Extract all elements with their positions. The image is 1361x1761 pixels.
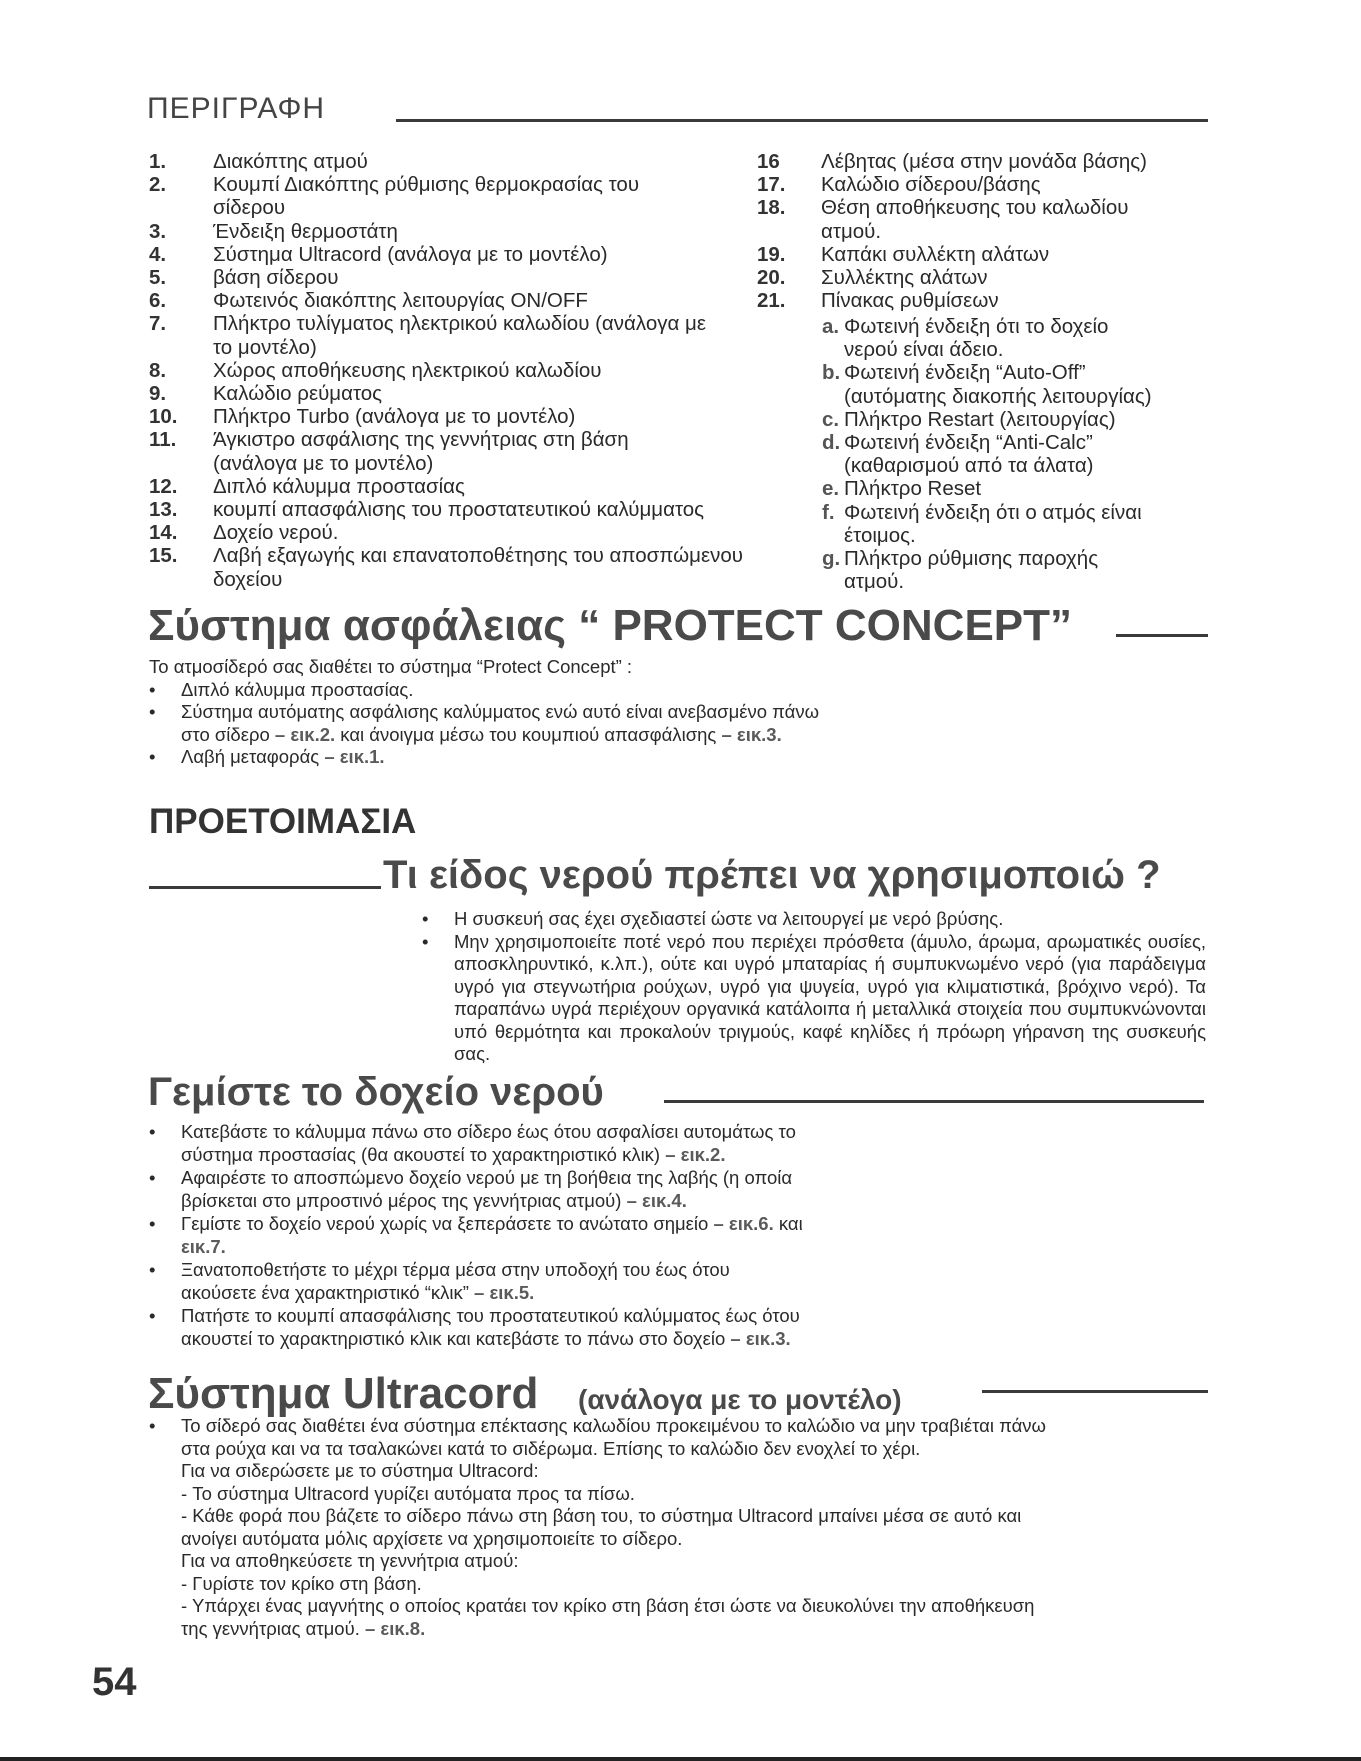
list-item [757,289,1217,312]
bottom-rule [0,1757,1361,1761]
list-item [757,196,1217,242]
item-number: 7. [149,312,167,336]
ultracord-heading: Σύστημα Ultracord [148,1369,539,1418]
description-list-right [757,150,1217,312]
list-item [149,150,749,173]
item-number: 4. [149,242,167,266]
list-item [149,312,749,358]
page-number: 54 [92,1660,137,1704]
list-item [757,150,1217,173]
item-number: 6. [149,289,167,313]
sub-list-item [822,477,1212,500]
sub-list-item [822,501,1212,547]
item-text: Πλήκτρο Restart (λειτουργίας) [844,407,1116,431]
list-item: • Μην χρησιμοποιείτε ποτέ νερό που περιέχει πρόσθετα (άμυλο, άρωμα, αρωματικές ουσίες, αποσκληρυντικό, κ.λπ.), ούτε και υγρό μπαταρίας ή συμπυκνωμένο νερό (για παράδειγμα υγρό για στεγνωτήρια ρούχων, υγρό για ψυγεία, υγρό για κλιματιστικά, βρόχινο νερό). Τα παραπάνω υγρά περιέχουν οργανικά κατάλοιπα ή μεταλλικά στοιχεία που συμπυκνώνονται υπό θερμότητα και προκαλούν τριγμούς, καφέ κηλίδες ή πρόωρη γήρανση της συσκευής σας. [422,930,1207,1064]
fill-tank-heading: Γεμίστε το δοχείο νερού [148,1070,604,1114]
description-heading-rule [396,119,1208,122]
list-item: • Σύστημα αυτόματης ασφάλισης καλύμματος ενώ αυτό είναι ανεβασμένο πάνω στο σίδερο – εικ.2. και άνοιγμα μέσω του κουμπιού απασφάλισης – εικ.3. [149,701,820,745]
item-number: 18. [757,196,786,220]
protect-intro: Το ατμοσίδερό σας διαθέτει το σύστημα “Protect Concept” : [149,656,633,677]
item-text: Καλώδιο σίδερου/βάσης [821,173,1041,197]
list-item [757,243,1217,266]
list-item [757,173,1217,196]
list-item [149,173,749,219]
item-number: 12. [149,474,178,498]
description-list-left [149,150,749,591]
item-text: Πίνακας ρυθμίσεων [821,289,999,313]
water-type-text [422,908,1206,1066]
sub-list-item [822,408,1212,431]
item-text: Πλήκτρο Turbo (ανάλογα με το μοντέλο) [213,405,576,429]
item-number: 2. [149,173,167,197]
item-text: Πλήκτρο Reset [844,477,982,501]
item-text: Διακόπτης ατμού [213,150,368,173]
item-text: κουμπί απασφάλισης του προστατευτικού καλύμματος [213,498,705,522]
water-type-rule [149,886,381,889]
list-item: • Κατεβάστε το κάλυμμα πάνω στο σίδερο έως ότου ασφαλίσει αυτομάτως το σύστημα προστασίας (θα ακουστεί το χαρακτηριστικό κλικ) – εικ.2. [149,1121,796,1165]
item-text: Συλλέκτης αλάτων [821,266,988,290]
item-number: 21. [757,289,786,313]
item-text: Λέβητας (μέσα στην μονάδα βάσης) [821,150,1148,173]
list-item [149,428,749,474]
sub-list-item [822,361,1212,407]
item-text: βάση σίδερου [213,266,339,290]
list-item: • Η συσκευή σας έχει σχεδιαστεί ώστε να λειτουργεί με νερό βρύσης. [422,908,1004,929]
protect-concept-rule [1116,634,1208,637]
item-number: 16 [757,150,780,173]
item-number: 10. [149,405,178,429]
fill-tank-rule [664,1100,1204,1103]
item-letter: g. [822,547,841,571]
list-item [149,359,749,382]
item-text: Χώρος αποθήκευσης ηλεκτρικού καλωδίου [213,358,602,382]
item-text: Φωτεινή ένδειξη “Auto-Off” (αυτόματης διακοπής λειτουργίας) [844,361,1152,408]
list-item [149,405,749,428]
sub-list-item [822,547,1212,593]
list-item [149,220,749,243]
item-number: 1. [149,150,167,173]
item-text: Φωτεινή ένδειξη ότι ο ατμός είναι έτοιμος. [844,500,1142,547]
item-number: 13. [149,498,178,522]
list-item: • Λαβή μεταφοράς – εικ.1. [149,746,385,767]
item-letter: b. [822,361,841,385]
ultracord-subheading: (ανάλογα με το μοντέλο) [578,1384,902,1415]
list-item [757,266,1217,289]
list-item [149,289,749,312]
list-item [149,475,749,498]
item-number: 15. [149,544,178,568]
item-letter: c. [822,407,840,431]
item-text: Καπάκι συλλέκτη αλάτων [821,242,1050,266]
list-item: • Αφαιρέστε το αποσπώμενο δοχείο νερού με τη βοήθεια της λαβής (η οποία βρίσκεται στο μπροστινό μέρος της γεννήτριας ατμού) – εικ.4. [149,1167,793,1211]
preparation-heading: ΠΡΟΕΤΟΙΜΑΣΙΑ [149,802,417,841]
item-number: 14. [149,521,178,545]
list-item: • Διπλό κάλυμμα προστασίας. [149,678,414,700]
item-number: 3. [149,219,167,243]
item-letter: e. [822,477,840,501]
settings-panel-sublist [822,315,1212,593]
fill-tank-text [149,1121,925,1350]
ultracord-text [149,1415,1209,1640]
item-number: 9. [149,382,167,406]
list-item [149,266,749,289]
list-item: • Το σίδερό σας διαθέτει ένα σύστημα επέκτασης καλωδίου προκειμένου το καλώδιο να μην τραβιέται πάνω στα ρούχα και να τα τσαλακώνει κατά το σιδέρωμα. Επίσης το καλώδιο δεν ενοχλεί το χέρι. Για να σιδερώσετε με το σύστημα Ultracord: - Το σύστημα Ultracord γυρίζει αυτόματα προς τα πίσω. - Κάθε φορά που βάζετε το σίδερο πάνω στη βάση του, το σύστημα Ultracord μπαίνει μέσα σε αυτό και ανοίγει αυτόματα μόλις αρχίσετε να χρησιμοποιείτε το σίδερο. Για να αποθηκεύσετε τη γεννήτρια ατμού: - Γυρίστε τον κρίκο στη βάση. - Υπάρχει ένας μαγνήτης ο οποίος κρατάει τον κρίκο στη βάση έτσι ώστε να διευκολύνει την αποθήκευση της γεννήτριας ατμού. – εικ.8. [149,1415,1046,1639]
protect-concept-heading: Σύστημα ασφάλειας “ PROTECT CONCEPT” [148,601,1073,650]
list-item [149,521,749,544]
item-letter: a. [822,315,840,338]
description-heading: ΠΕΡΙΓΡΑΦΗ [147,92,326,125]
item-text: Λαβή εξαγωγής και επανατοποθέτησης του αποσπώμενου δοχείου [213,544,743,591]
item-number: 8. [149,358,167,382]
list-item: • Γεμίστε το δοχείο νερού χωρίς να ξεπεράσετε το ανώτατο σημείο – εικ.6. και εικ.7. [149,1213,803,1257]
sub-list-item [822,431,1212,477]
item-text: Πλήκτρο τυλίγματος ηλεκτρικού καλωδίου (ανάλογα με το μοντέλο) [213,312,706,359]
item-letter: d. [822,431,841,455]
protect-concept-text [149,656,1049,769]
item-number: 11. [149,428,177,452]
item-text: Δοχείο νερού. [213,521,339,545]
ultracord-rule [982,1390,1208,1393]
item-letter: f. [822,500,835,524]
item-text: Άγκιστρο ασφάλισης της γεννήτριας στη βάση (ανάλογα με το μοντέλο) [213,428,629,475]
item-text: Διπλό κάλυμμα προστασίας [213,474,465,498]
item-number: 5. [149,266,167,290]
item-text: Ένδειξη θερμοστάτη [213,219,398,243]
item-text: Φωτεινή ένδειξη ότι το δοχείο νερού είναι άδειο. [844,315,1109,362]
list-item [149,498,749,521]
item-number: 20. [757,266,786,290]
item-text: Θέση αποθήκευσης του καλωδίου ατμού. [821,196,1129,243]
item-text: Πλήκτρο ρύθμισης παροχής ατμού. [844,547,1099,594]
item-text: Φωτεινή ένδειξη “Anti-Calc” (καθαρισμού από τα άλατα) [844,431,1094,478]
item-text: Φωτεινός διακόπτης λειτουργίας ON/OFF [213,289,588,313]
list-item [149,243,749,266]
water-type-heading: Τι είδος νερού πρέπει να χρησιμοποιώ ? [383,853,1161,897]
list-item [149,544,749,590]
item-number: 19. [757,242,786,266]
sub-list-item [822,315,1212,361]
item-text: Καλώδιο ρεύματος [213,382,383,406]
list-item [149,382,749,405]
item-text: Σύστημα Ultracord (ανάλογα με το μοντέλο) [213,242,608,266]
item-number: 17. [757,173,786,197]
list-item: • Ξανατοποθετήστε το μέχρι τέρμα μέσα στην υποδοχή του έως ότου ακούσετε ένα χαρακτηριστικό “κλικ” – εικ.5. [149,1259,730,1303]
item-text: Κουμπί Διακόπτης ρύθμισης θερμοκρασίας του σίδερου [213,173,640,220]
list-item: • Πατήστε το κουμπί απασφάλισης του προστατευτικού καλύμματος έως ότου ακουστεί το χαρακτηριστικό κλικ και κατεβάστε το πάνω στο δοχείο – εικ.3. [149,1305,800,1349]
